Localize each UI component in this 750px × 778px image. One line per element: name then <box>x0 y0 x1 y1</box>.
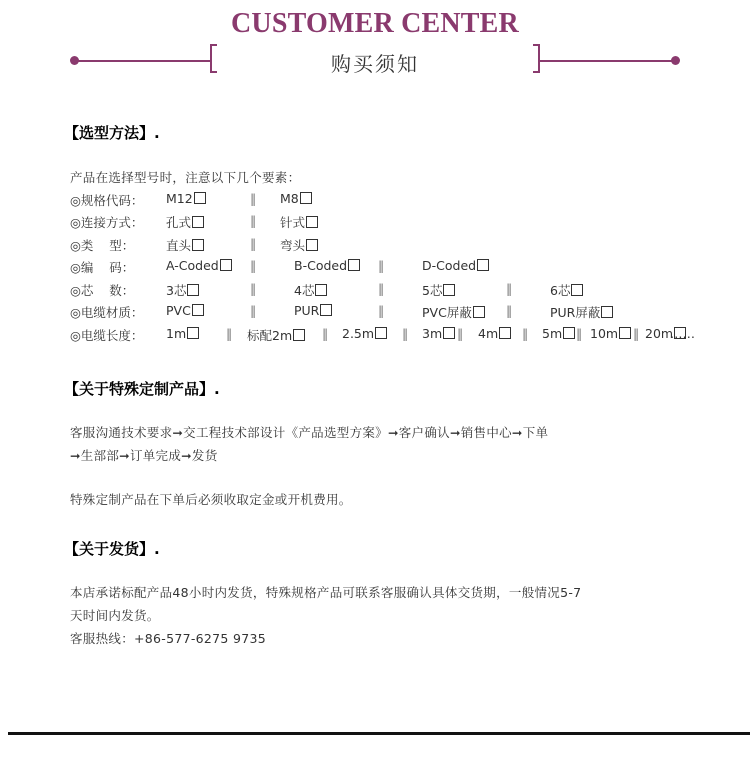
checkbox[interactable] <box>192 216 204 228</box>
spec-option[interactable] <box>590 326 631 341</box>
section-heading-selection: 【选型方法】. <box>64 124 160 142</box>
separator: ‖ <box>250 303 257 318</box>
spec-option-label: PVC屏蔽 <box>422 305 472 320</box>
spec-label: ◎电缆长度： <box>70 328 144 343</box>
spec-row <box>70 281 710 299</box>
spec-label: ◎编 码： <box>70 260 135 275</box>
spec-option-label: 直头 <box>166 238 192 253</box>
spec-option-label: 孔式 <box>166 215 192 230</box>
checkbox[interactable] <box>306 239 318 251</box>
spec-option-label: D-Coded <box>422 258 477 273</box>
spec-row <box>70 326 710 344</box>
separator: ‖ <box>576 326 583 341</box>
checkbox[interactable] <box>601 306 613 318</box>
spec-option-label: PVC <box>166 303 191 318</box>
section-heading-custom: 【关于特殊定制产品】. <box>64 380 220 398</box>
spec-option[interactable] <box>294 303 332 318</box>
spec-row <box>70 258 710 276</box>
separator: ‖ <box>378 258 385 273</box>
checkbox[interactable] <box>315 284 327 296</box>
spec-option[interactable] <box>294 281 327 299</box>
spec-option[interactable] <box>422 258 489 273</box>
checkbox[interactable] <box>571 284 583 296</box>
spec-label: ◎芯 数： <box>70 283 135 298</box>
spec-option-label: 5m <box>542 326 563 341</box>
spec-option-label: 10m <box>590 326 619 341</box>
checkbox[interactable] <box>192 304 204 316</box>
checkbox[interactable] <box>187 327 199 339</box>
spec-option-label: 5芯 <box>422 283 443 298</box>
spec-option[interactable] <box>247 326 305 344</box>
checkbox[interactable] <box>477 259 489 271</box>
spec-row <box>70 191 710 209</box>
spec-option-label: PUR <box>294 303 320 318</box>
spec-option[interactable] <box>478 326 511 341</box>
spec-option-label: M12 <box>166 191 193 206</box>
checkbox[interactable] <box>499 327 511 339</box>
spec-option[interactable] <box>166 326 199 341</box>
spec-option-label: A-Coded <box>166 258 219 273</box>
spec-option-label: 4芯 <box>294 283 315 298</box>
checkbox[interactable] <box>187 284 199 296</box>
spec-option[interactable] <box>550 303 613 321</box>
selection-intro: 产品在选择型号时，注意以下几个要素： <box>70 170 301 185</box>
spec-option[interactable] <box>166 191 206 206</box>
bottom-divider <box>8 732 750 735</box>
spec-option-label: B-Coded <box>294 258 348 273</box>
decor-dot-right <box>671 56 680 65</box>
checkbox[interactable] <box>192 239 204 251</box>
shipping-line-2: 天时间内发货。 <box>70 608 160 623</box>
spec-option[interactable] <box>550 281 583 299</box>
spec-option[interactable] <box>422 303 485 321</box>
spec-option[interactable] <box>280 236 318 254</box>
checkbox[interactable] <box>443 284 455 296</box>
checkbox[interactable] <box>375 327 387 339</box>
checkbox[interactable] <box>619 327 631 339</box>
custom-note: 特殊定制产品在下单后必须收取定金或开机费用。 <box>70 492 352 507</box>
separator: ‖ <box>506 303 513 318</box>
separator: ‖ <box>322 326 329 341</box>
spec-option-label: 针式 <box>280 215 306 230</box>
spec-label: ◎电缆材质： <box>70 305 144 320</box>
separator: ‖ <box>402 326 409 341</box>
spec-option[interactable] <box>166 303 204 318</box>
decor-bracket-right <box>533 44 540 73</box>
separator: ‖ <box>250 191 257 206</box>
spec-option-label: PUR屏蔽 <box>550 305 601 320</box>
checkbox[interactable] <box>220 259 232 271</box>
shipping-line-1: 本店承诺标配产品48小时内发货，特殊规格产品可联系客服确认具体交货期，一般情况5-7 <box>70 585 582 600</box>
checkbox[interactable] <box>194 192 206 204</box>
checkbox[interactable] <box>306 216 318 228</box>
separator: ‖ <box>250 213 257 228</box>
spec-option[interactable] <box>422 326 455 341</box>
spec-option[interactable] <box>166 213 204 231</box>
spec-row <box>70 303 710 321</box>
spec-option[interactable] <box>542 326 575 341</box>
separator: ‖ <box>522 326 529 341</box>
spec-option-label: 弯头 <box>280 238 306 253</box>
checkbox[interactable] <box>348 259 360 271</box>
custom-process-line-2: ➞生部部➞订单完成➞发货 <box>70 448 218 463</box>
spec-option[interactable] <box>294 258 360 273</box>
separator: ‖ <box>506 281 513 296</box>
checkbox[interactable] <box>563 327 575 339</box>
separator: ‖ <box>250 258 257 273</box>
spec-label: ◎类 型： <box>70 238 135 253</box>
page-subtitle: 购买须知 <box>331 52 419 76</box>
decor-line-right <box>540 60 675 62</box>
spec-option-label: 6芯 <box>550 283 571 298</box>
checkbox[interactable] <box>473 306 485 318</box>
spec-option-label: 4m <box>478 326 499 341</box>
checkbox[interactable] <box>320 304 332 316</box>
spec-option-label: 3芯 <box>166 283 187 298</box>
checkbox[interactable] <box>300 192 312 204</box>
spec-row <box>70 236 710 254</box>
checkbox[interactable] <box>293 329 305 341</box>
checkbox[interactable] <box>443 327 455 339</box>
spec-option-label: 2.5m <box>342 326 375 341</box>
separator: ‖ <box>378 303 385 318</box>
separator: ‖ <box>633 326 640 341</box>
spec-option[interactable] <box>166 236 204 254</box>
spec-label: ◎连接方式： <box>70 215 144 230</box>
separator: ‖ <box>226 326 233 341</box>
section-heading-shipping: 【关于发货】. <box>64 540 160 558</box>
separator: ‖ <box>457 326 464 341</box>
spec-option-label: 标配2m <box>247 328 293 343</box>
spec-option-label: 1m <box>166 326 187 341</box>
custom-process-line-1: 客服沟通技术要求➞交工程技术部设计《产品选型方案》➞客户确认➞销售中心➞下单 <box>70 425 549 440</box>
ellipsis: …… <box>670 326 695 341</box>
spec-option-label: M8 <box>280 191 299 206</box>
separator: ‖ <box>250 236 257 251</box>
spec-option[interactable] <box>166 258 232 273</box>
spec-option-label: 20m <box>645 326 674 341</box>
separator: ‖ <box>250 281 257 296</box>
spec-option[interactable] <box>280 213 318 231</box>
spec-option[interactable] <box>166 281 199 299</box>
spec-option[interactable] <box>422 281 455 299</box>
spec-option-label: 3m <box>422 326 443 341</box>
spec-label: ◎规格代码： <box>70 193 144 208</box>
spec-option[interactable] <box>342 326 387 341</box>
page-title: CUSTOMER CENTER <box>231 8 519 39</box>
shipping-hotline: 客服热线：+86-577-6275 9735 <box>70 631 266 646</box>
spec-option[interactable] <box>280 191 312 206</box>
spec-row <box>70 213 710 231</box>
separator: ‖ <box>378 281 385 296</box>
